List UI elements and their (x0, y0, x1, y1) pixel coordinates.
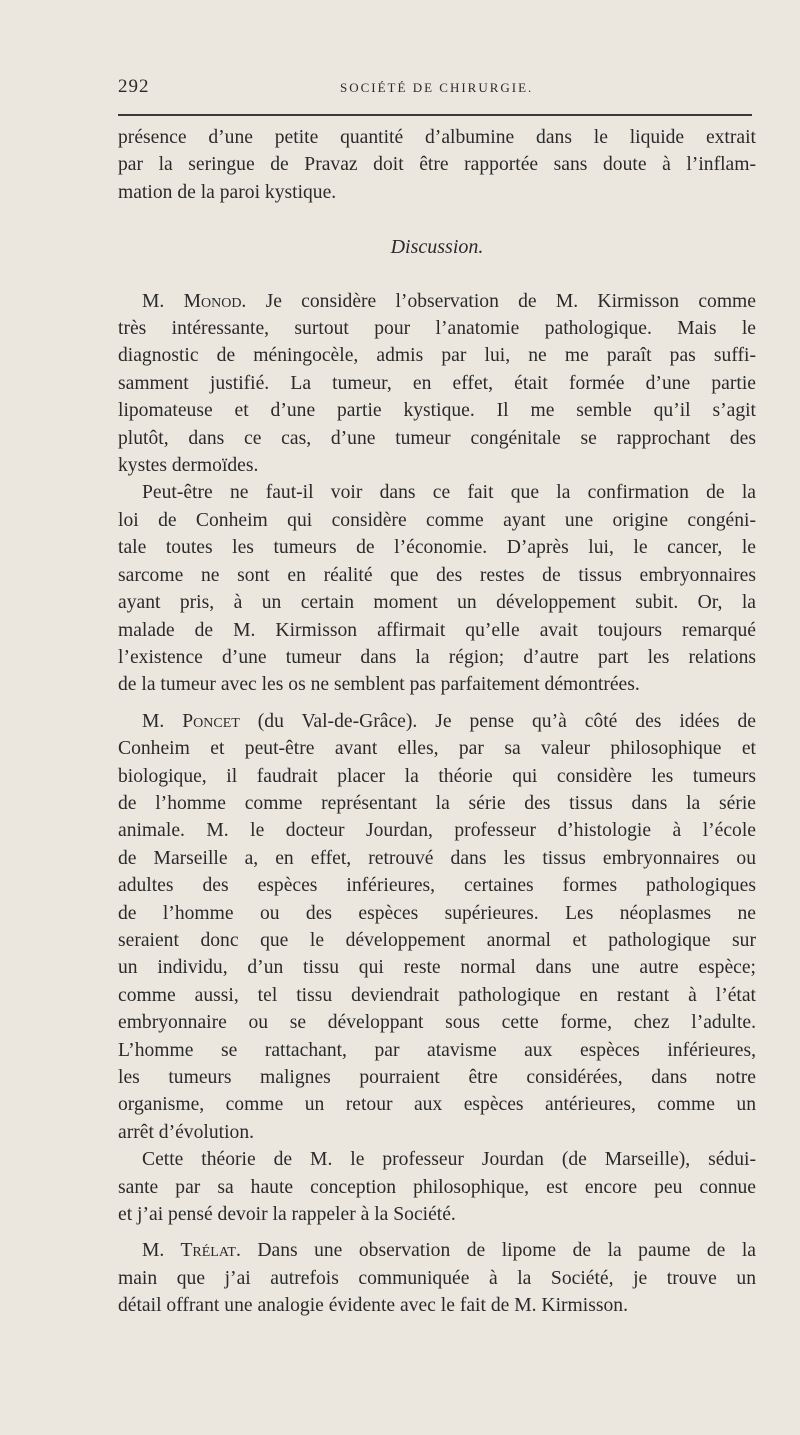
text-line: par la seringue de Pravaz doit être rapportée sans doute à l’inflam- (118, 154, 756, 176)
paragraph-poncet (118, 708, 756, 1147)
text-line: un individu, d’un tissu qui reste normal dans une autre espèce; (118, 957, 756, 979)
text-line: M. Monod. Je considère l’observation de M. Kirmisson comme (142, 290, 756, 312)
text-line: seraient donc que le développement anormal et pathologique sur (118, 929, 756, 951)
text-line: kystes dermoïdes. (118, 455, 259, 477)
text-line: biologique, il faudrait placer la théorie qui considère les tumeurs (118, 765, 756, 787)
header-rule (118, 114, 752, 116)
text-line: mation de la paroi kystique. (118, 181, 337, 203)
text-line: arrêt d’évolution. (118, 1121, 255, 1143)
text-line: main que j’ai autrefois communiquée à la Société, je trouve un (118, 1267, 756, 1289)
text-line: de la tumeur avec les os ne semblent pas parfaitement démontrées. (118, 674, 640, 696)
text-line: L’homme se rattachant, par atavisme aux espèces inférieures, (118, 1039, 756, 1061)
text-line: les tumeurs malignes pourraient être considérées, dans notre (118, 1067, 756, 1088)
running-head: SOCIÉTÉ DE CHIRURGIE. (340, 80, 534, 95)
speaker-name: M. Trélat. (142, 1240, 241, 1262)
text-line: adultes des espèces inférieures, certaines formes pathologiques (118, 875, 756, 897)
body-text (118, 124, 756, 1320)
speaker-name: M. Poncet (142, 710, 240, 732)
page-header (118, 74, 752, 104)
speaker-name: M. Monod. (142, 290, 247, 312)
text-line: ayant pris, à un certain moment un développement subit. Or, la (118, 592, 756, 614)
text-line: embryonnaire ou se développant sous cette forme, chez l’adulte. (118, 1012, 756, 1034)
section-title: Discussion. (390, 236, 484, 259)
text-line: Conheim et peut-être avant elles, par sa valeur philosophique et (118, 738, 756, 760)
text-line: l’existence d’une tumeur dans la région; d’autre part les relations (118, 646, 756, 668)
text-line: animale. M. le docteur Jourdan, professeur d’histologie à l’école (118, 820, 756, 842)
text-line: tale toutes les tumeurs de l’économie. D’après lui, le cancer, le (118, 537, 756, 559)
text-line: et j’ai pensé devoir la rappeler à la Société. (118, 1204, 456, 1226)
paragraph-monod (118, 288, 756, 480)
text-line: de l’homme comme représentant la série des tissus dans la série (118, 792, 756, 814)
text-line: loi de Conheim qui considère comme ayant une origine congéni- (118, 509, 756, 531)
text-line: samment justifié. La tumeur, en effet, était formée d’une partie (118, 372, 756, 394)
text-line: de l’homme ou des espèces supérieures. Les néoplasmes ne (118, 902, 756, 924)
text-line: sarcome ne sont en réalité que des restes de tissus embryonnaires (118, 564, 756, 586)
page-number: 292 (118, 76, 150, 97)
text-line: malade de M. Kirmisson affirmait qu’elle avait toujours remarqué (118, 619, 756, 641)
text-line: lipomateuse et d’une partie kystique. Il me semble qu’il s’agit (118, 400, 756, 422)
text-line: organisme, comme un retour aux espèces antérieures, comme un (118, 1094, 756, 1116)
text-line: M. Trélat. Dans une observation de lipome de la paume de la (142, 1240, 756, 1262)
text-line: Cette théorie de M. le professeur Jourdan (de Marseille), sédui- (142, 1149, 756, 1171)
paragraph (118, 479, 756, 698)
text-line: comme aussi, tel tissu deviendrait pathologique en restant à l’état (118, 984, 756, 1006)
text-line: Peut-être ne faut-il voir dans ce fait que la confirmation de la (142, 482, 756, 504)
text-line: sante par sa haute conception philosophique, est encore peu connue (118, 1176, 756, 1198)
text-line: très intéressante, surtout pour l’anatomie pathologique. Mais le (118, 318, 756, 340)
text-line: de Marseille a, en effet, retrouvé dans les tissus embryonnaires ou (118, 847, 756, 869)
text-line: présence d’une petite quantité d’albumine dans le liquide extrait (118, 127, 756, 148)
text-line: plutôt, dans ce cas, d’une tumeur congénitale se rapprochant des (118, 427, 756, 449)
paragraph (118, 1146, 756, 1228)
paragraph-trelat (118, 1237, 756, 1319)
text-line: M. Poncet (du Val-de-Grâce). Je pense qu’à côté des idées de (142, 710, 757, 732)
text-line: détail offrant une analogie évidente avec le fait de M. Kirmisson. (118, 1295, 628, 1317)
paragraph (118, 124, 756, 206)
text-line: diagnostic de méningocèle, admis par lui, ne me paraît pas suffi- (118, 345, 756, 367)
